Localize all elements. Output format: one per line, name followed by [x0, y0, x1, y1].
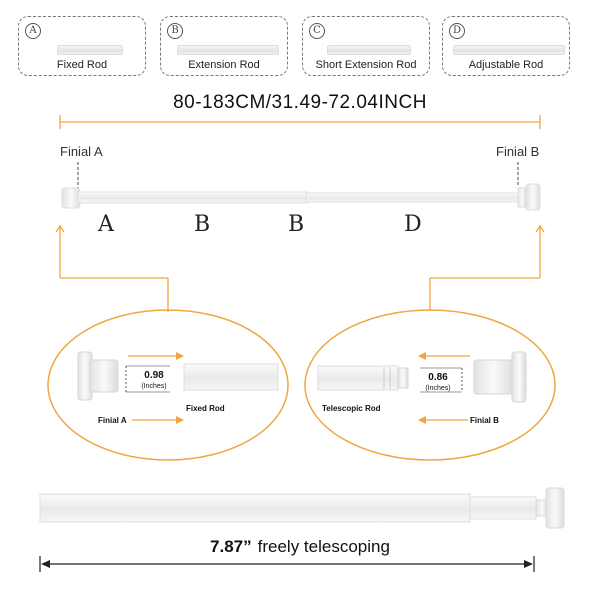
finial-a-label: Finial A: [60, 144, 103, 159]
detail-left-measure: [134, 370, 174, 392]
part-letter-c: C: [309, 23, 325, 39]
bottom-rod: [40, 488, 564, 528]
part-letter-b: B: [167, 23, 183, 39]
finial-b-label: Finial B: [496, 144, 540, 159]
rod-letter-b2: B: [288, 212, 305, 237]
main-rod: [62, 184, 540, 210]
detail-left-measure-value: 0.98: [144, 370, 164, 381]
detail-right-measure-unit: (Inches): [425, 385, 451, 392]
part-letter-a: A: [25, 23, 41, 39]
detail-left-rod-label: Fixed Rod: [186, 404, 225, 413]
rod-letter-a: A: [98, 212, 114, 237]
part-label-b: Extension Rod: [188, 59, 260, 71]
range-title: 80-183CM/31.49-72.04INCH: [173, 92, 427, 113]
rod-letter-b1: B: [194, 212, 211, 237]
detail-right-measure: [418, 372, 458, 394]
detail-right-finial-label: Finial B: [470, 416, 499, 425]
part-label-a: Fixed Rod: [56, 59, 108, 71]
detail-right-rod-label: Telescopic Rod: [322, 404, 381, 413]
rod-letter-d: D: [404, 212, 422, 237]
range-bracket: [60, 115, 540, 129]
detail-left-finial-label: Finial A: [98, 416, 127, 425]
connector-left: [56, 226, 168, 312]
detail-left-parts: [78, 352, 278, 400]
detail-left-measure-unit: (Inches): [141, 383, 167, 390]
part-label-d: Adjustable Rod: [468, 59, 544, 71]
connector-right: [430, 226, 544, 310]
part-label-c: Short Extension Rod: [315, 59, 417, 71]
detail-right-measure-value: 0.86: [428, 372, 448, 383]
telescoping-text: freely telescoping: [257, 537, 390, 556]
telescoping-value: 7.87”: [210, 537, 252, 556]
part-letter-d: D: [449, 23, 465, 39]
telescoping-caption: [0, 537, 600, 557]
bottom-dimension: [40, 556, 534, 572]
